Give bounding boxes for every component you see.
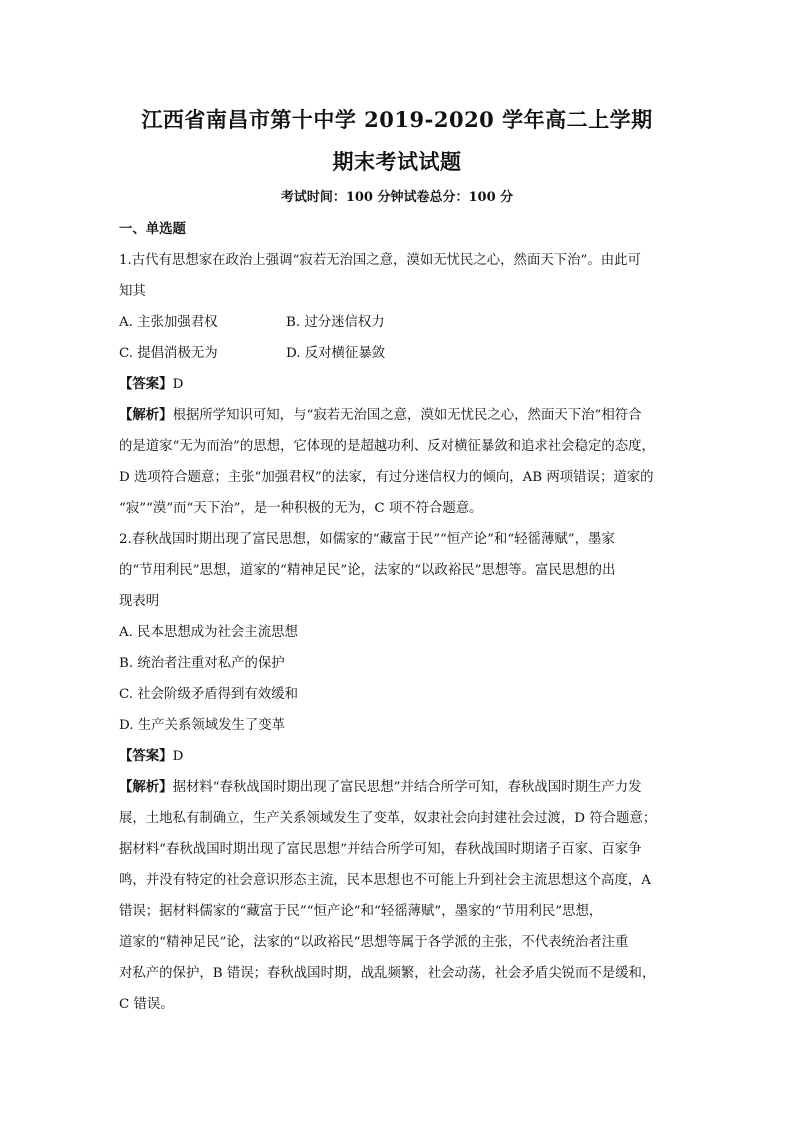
- q2-option-d: D. 生产关系领域发生了变革: [119, 718, 286, 733]
- q1-answer: [119, 369, 679, 400]
- q1-analysis-line-2: 的是道家“无为而治”的思想，它体现的是超越功利、反对横征暴敛和追求社会稳定的态度，: [119, 439, 655, 454]
- q2-analysis-line-6: 道家的“精神足民”论，法家的“以政裕民”思想等属于各学派的主张，不代表统治者注重: [119, 935, 629, 950]
- q1-options-row-1: [119, 307, 679, 338]
- q2-analysis-line-4: 鸣，并没有特定的社会意识形态主流，民本思想也不可能上升到社会主流思想这个高度，A: [119, 873, 651, 888]
- q2-analysis-line-7: 对私产的保护，B 错误；春秋战国时期，战乱频繁，社会动荡，社会矛盾尖锐而不是缓和，: [119, 966, 656, 981]
- q1-options-row-2: [119, 338, 679, 369]
- exam-body: [119, 214, 679, 1020]
- q2-stem-line-3: 现表明: [119, 594, 160, 609]
- q1-answer-value: D: [172, 377, 184, 392]
- q2-stem-line-1: 2.春秋战国时期出现了富民思想，如儒家的“藏富于民”“恒产论”和“轻徭薄赋”，墨家: [119, 532, 615, 547]
- q1-option-d: D. 反对横征暴敛: [286, 346, 386, 361]
- q2-option-b: B. 统治者注重对私产的保护: [119, 656, 285, 671]
- exam-title-line-2: 期末考试试题: [332, 149, 462, 174]
- q2-answer-value: D: [172, 749, 184, 764]
- q1-stem-line-1: 1.古代有思想家在政治上强调“寂若无治国之意，漠如无忧民之心，然面天下治”。由此可: [119, 253, 641, 268]
- q2-answer-tag: 【答案】: [119, 748, 173, 764]
- q2-analysis-line-8: C 错误。: [119, 997, 174, 1012]
- q2-answer: [119, 741, 679, 772]
- q2-option-a: A. 民本思想成为社会主流思想: [119, 625, 298, 640]
- q1-option-c: C. 提倡消极无为: [119, 346, 218, 361]
- q2-analysis-line-5: 错误；据材料儒家的“藏富于民”“恒产论”和“轻徭薄赋”，墨家的“节用利民”思想，: [119, 904, 603, 919]
- q2-option-c: C. 社会阶级矛盾得到有效缓和: [119, 687, 298, 702]
- q2-analysis-tag: 【解析】: [119, 779, 173, 795]
- q1-analysis-line-1: [119, 400, 679, 431]
- section-heading: 一、单选题: [119, 221, 186, 237]
- q2-stem-line-2: 的“节用利民”思想，道家的“精神足民”论，法家的“以政裕民”思想等。富民思想的出: [119, 563, 616, 578]
- q1-analysis-line-3: D 选项符合题意；主张“加强君权”的法家，有过分迷信权力的倾向，AB 两项错误；道家的: [119, 470, 654, 485]
- q2-analysis-line-3: 据材料“春秋战国时期出现了富民思想”并结合所学可知，春秋战国时期诸子百家、百家争: [119, 842, 642, 857]
- q1-analysis-text-1: 根据所学知识可知，与“寂若无治国之意，漠如无忧民之心，然面天下治”相符合: [172, 408, 642, 423]
- exam-title-line-1: 江西省南昌市第十中学 2019-2020 学年高二上学期: [141, 107, 653, 132]
- q2-analysis-line-1: [119, 772, 679, 803]
- exam-meta: 考试时间：100 分钟试卷总分：100 分: [280, 190, 514, 205]
- q1-analysis-line-4: “寂”“漠”而“天下治”，是一种积极的无为，C 项不符合题意。: [119, 501, 483, 516]
- q1-analysis-tag: 【解析】: [119, 407, 173, 423]
- q1-stem-line-2: 知其: [119, 284, 146, 299]
- q1-option-b: B. 过分迷信权力: [286, 315, 385, 330]
- q1-answer-tag: 【答案】: [119, 376, 173, 392]
- q1-option-a: A. 主张加强君权: [119, 315, 218, 330]
- q2-analysis-line-2: 展，土地私有制确立，生产关系领域发生了变革，奴隶社会向封建社会过渡，D 符合题意；: [119, 811, 657, 826]
- q2-analysis-text-1: 据材料“春秋战国时期出现了富民思想”并结合所学可知，春秋战国时期生产力发: [172, 780, 642, 795]
